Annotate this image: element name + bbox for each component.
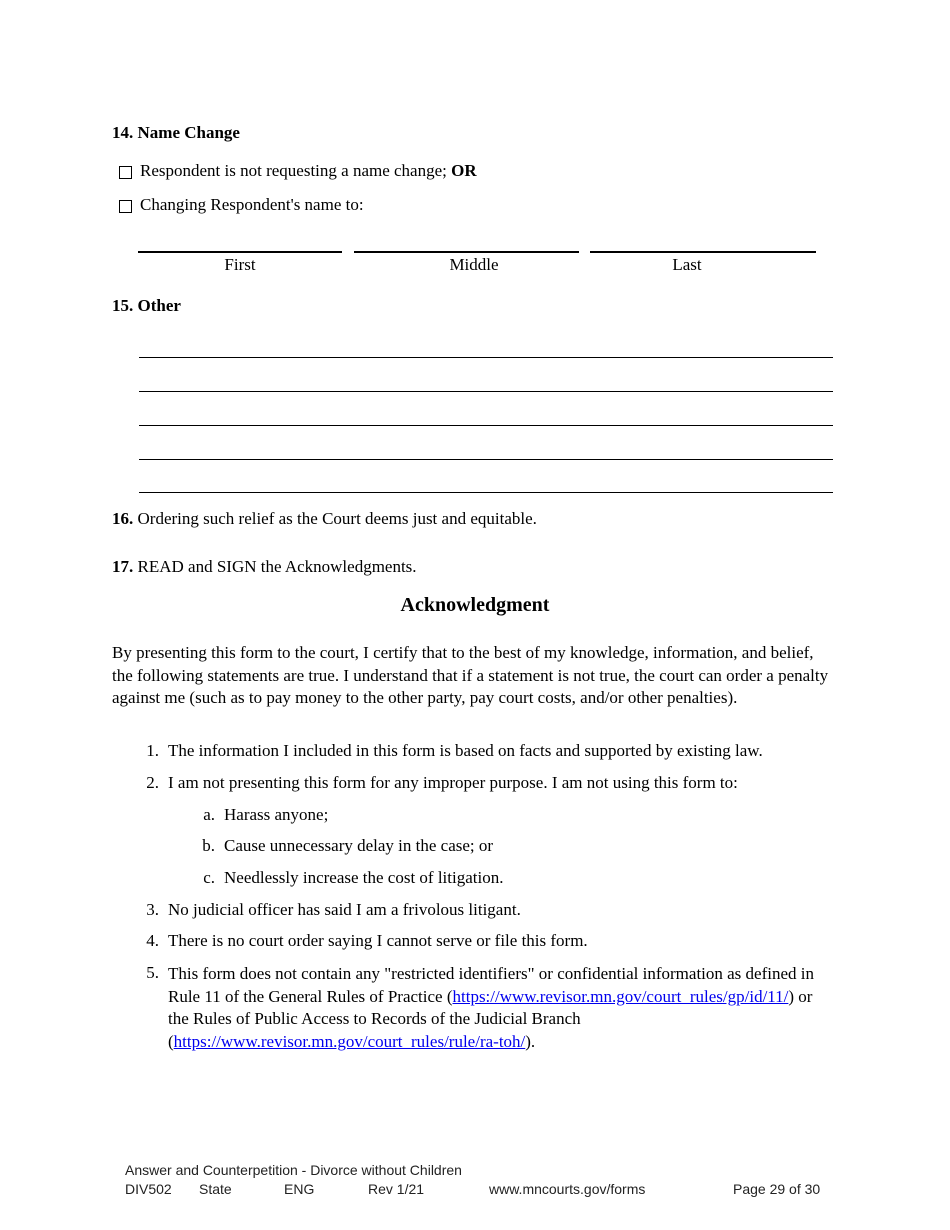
ack-subitem-text: Cause unnecessary delay in the case; or xyxy=(224,836,494,855)
ack-item-number: 2. xyxy=(146,773,159,792)
ack-item-text: The information I included in this form is based on facts and supported by existing law. xyxy=(168,741,763,760)
acknowledgment-title: Acknowledgment xyxy=(400,594,550,616)
middle-name-field[interactable] xyxy=(354,251,579,253)
first-name-label: First xyxy=(224,255,256,274)
no-name-change-label: Respondent is not requesting a name change; OR xyxy=(140,161,477,180)
ack-subitem-letter: a. xyxy=(203,805,215,824)
footer-jurisdiction: State xyxy=(199,1181,232,1197)
footer-revision: Rev 1/21 xyxy=(368,1181,425,1197)
last-name-field[interactable] xyxy=(590,251,816,253)
middle-name-label: Middle xyxy=(449,255,499,274)
section-17: 17. READ and SIGN the Acknowledgments. xyxy=(112,557,417,576)
other-line[interactable] xyxy=(139,459,833,460)
ack-item-text: No judicial officer has said I am a frivolous litigant. xyxy=(168,900,521,919)
other-line[interactable] xyxy=(139,425,833,426)
ack-subitem-text: Harass anyone; xyxy=(224,805,329,824)
section-15-heading: 15. Other xyxy=(112,296,181,315)
ack-item-number: 3. xyxy=(146,900,159,919)
public-access-rules-link[interactable]: https://www.revisor.mn.gov/court_rules/rule/ra-toh/ xyxy=(173,1031,526,1051)
ack-item-number: 1. xyxy=(146,741,159,760)
change-name-checkbox[interactable] xyxy=(119,200,132,213)
footer-language: ENG xyxy=(284,1181,315,1197)
no-name-change-checkbox[interactable] xyxy=(119,166,132,179)
last-name-label: Last xyxy=(672,255,702,274)
other-line[interactable] xyxy=(139,357,833,358)
other-line[interactable] xyxy=(139,492,833,493)
footer-website: www.mncourts.gov/forms xyxy=(489,1181,646,1197)
ack-subitem-text: Needlessly increase the cost of litigation. xyxy=(224,868,504,887)
general-rules-link[interactable]: https://www.revisor.mn.gov/court_rules/gp/id/11/ xyxy=(452,986,789,1006)
first-name-field[interactable] xyxy=(138,251,342,253)
ack-item-5-text: This form does not contain any "restricted identifiers" or confidential information as defined in Rule 11 of the General Rules of Practice (https://www.revisor.mn.gov/court_rules/gp/id/11/) or the Rules of Public Access to Records of the Judicial Branch (https://www.revisor.mn.gov/court_rules/rule/ra-toh/). xyxy=(168,964,814,1051)
other-line[interactable] xyxy=(139,391,833,392)
footer-page-number: Page 29 of 30 xyxy=(733,1181,821,1197)
ack-item-text: I am not presenting this form for any improper purpose. I am not using this form to: xyxy=(168,773,738,792)
ack-item-number: 5. xyxy=(146,963,159,982)
ack-item-number: 4. xyxy=(146,931,159,950)
acknowledgment-intro: By presenting this form to the court, I certify that to the best of my knowledge, information, and belief, the following statements are true. I understand that if a statement is not true, the court can order a penalty against me (such as to pay money to the other party, pay court costs, and/or other penalties). xyxy=(112,643,829,707)
ack-item-text: There is no court order saying I cannot serve or file this form. xyxy=(168,931,588,950)
footer-form-code: DIV502 xyxy=(125,1181,172,1197)
section-16: 16. Ordering such relief as the Court deems just and equitable. xyxy=(112,509,537,528)
footer-form-title: Answer and Counterpetition - Divorce without Children xyxy=(125,1162,462,1178)
ack-subitem-letter: b. xyxy=(202,836,215,855)
ack-subitem-letter: c. xyxy=(203,868,215,887)
change-name-label: Changing Respondent's name to: xyxy=(140,195,364,214)
section-14-heading: 14. Name Change xyxy=(112,123,240,142)
